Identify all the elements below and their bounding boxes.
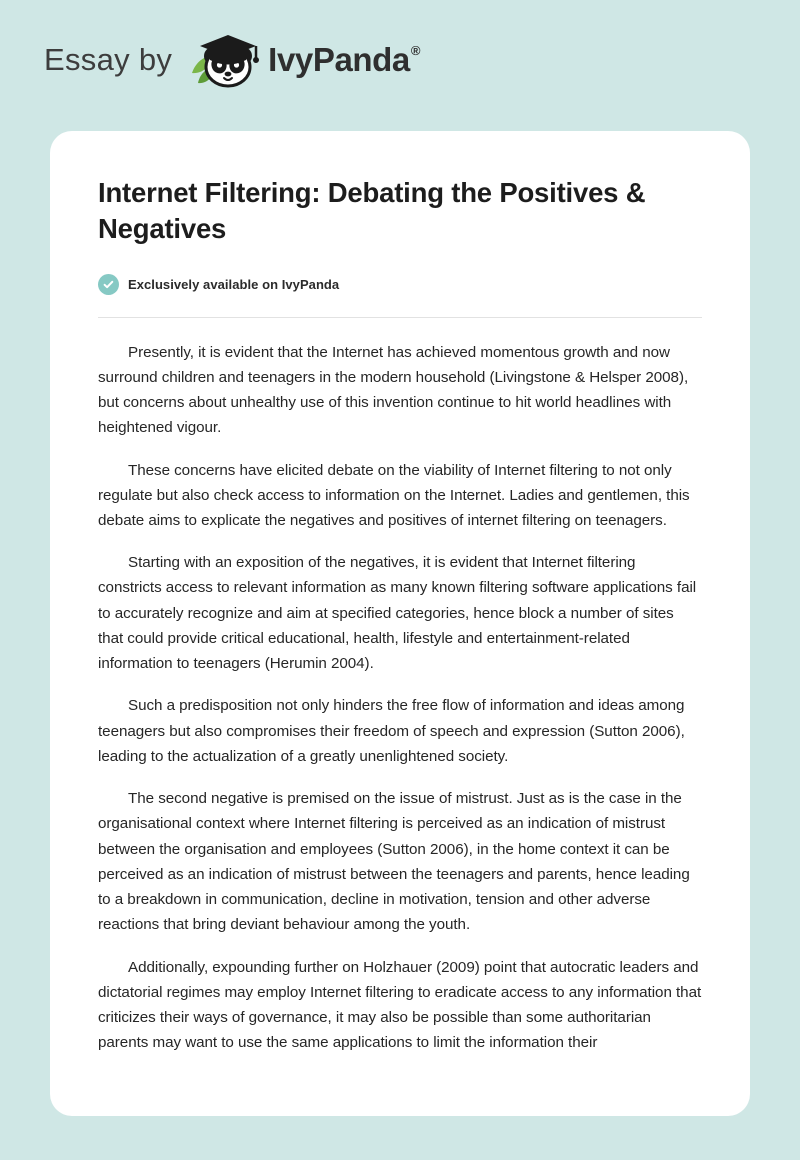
- trademark-symbol: ®: [410, 43, 421, 58]
- ivypanda-logo: [186, 29, 419, 91]
- paragraph: Presently, it is evident that the Internet has achieved momentous growth and now surround children and teenagers in the modern household (Livingstone & Helsper 2008), but concerns about unhealthy use of this invention continue to hit world headlines with heightened vigour.: [98, 343, 689, 437]
- site-branding: [0, 0, 800, 86]
- paragraph: The second negative is premised on the issue of mistrust. Just as is the case in the organisational context where Internet filtering is perceived as an indication of mistrust between the organisation and employees (Sutton 2006), in the home context it can be perceived as an indication of mistrust between the teenagers and parents, hence leading to a breakdown in communication, decline in motivation, tension and other adverse reactions that bring deviant behaviour among the youth.: [98, 790, 690, 934]
- paragraph: Such a predisposition not only hinders the free flow of information and ideas among teenagers but also compromises their freedom of speech and expression (Sutton 2006), leading to the actualization of a greatly unenlightened society.: [98, 697, 685, 765]
- essay-body: [98, 340, 702, 1056]
- essay-card: [50, 131, 750, 1116]
- title-divider: [98, 317, 702, 318]
- paragraph: These concerns have elicited debate on the viability of Internet filtering to not only regulate but also check access to information on the Internet. Ladies and gentlemen, this debate aims to explicate the negatives and positives of internet filtering on teenagers.: [98, 461, 690, 529]
- check-circle-icon: [98, 274, 119, 295]
- page-title: Internet Filtering: Debating the Positives & Negatives: [98, 177, 646, 245]
- exclusivity-badge: [98, 274, 702, 295]
- brand-name-text: IvyPanda: [268, 41, 410, 78]
- status-badge: Exclusively available on IvyPanda: [128, 276, 340, 292]
- paragraph: Additionally, expounding further on Holzhauer (2009) point that autocratic leaders and dictatorial regimes may employ Internet filtering to eradicate access to any information that criticizes their ways of governance, it may also be possible than some authoritarian parents may want to use the same applications to limit the information their: [98, 958, 702, 1052]
- panda-graduate-icon: [186, 29, 266, 91]
- brand-prefix: Essay by: [44, 42, 173, 77]
- brand-name: [268, 41, 419, 79]
- paragraph: Starting with an exposition of the negatives, it is evident that Internet filtering constricts access to relevant information as many known filtering software applications fail to accurately recognize and aim at specified categories, hence block a number of sites that could provide critical educational, health, lifestyle and entertainment-related information to teenagers (Herumin 2004).: [98, 554, 697, 673]
